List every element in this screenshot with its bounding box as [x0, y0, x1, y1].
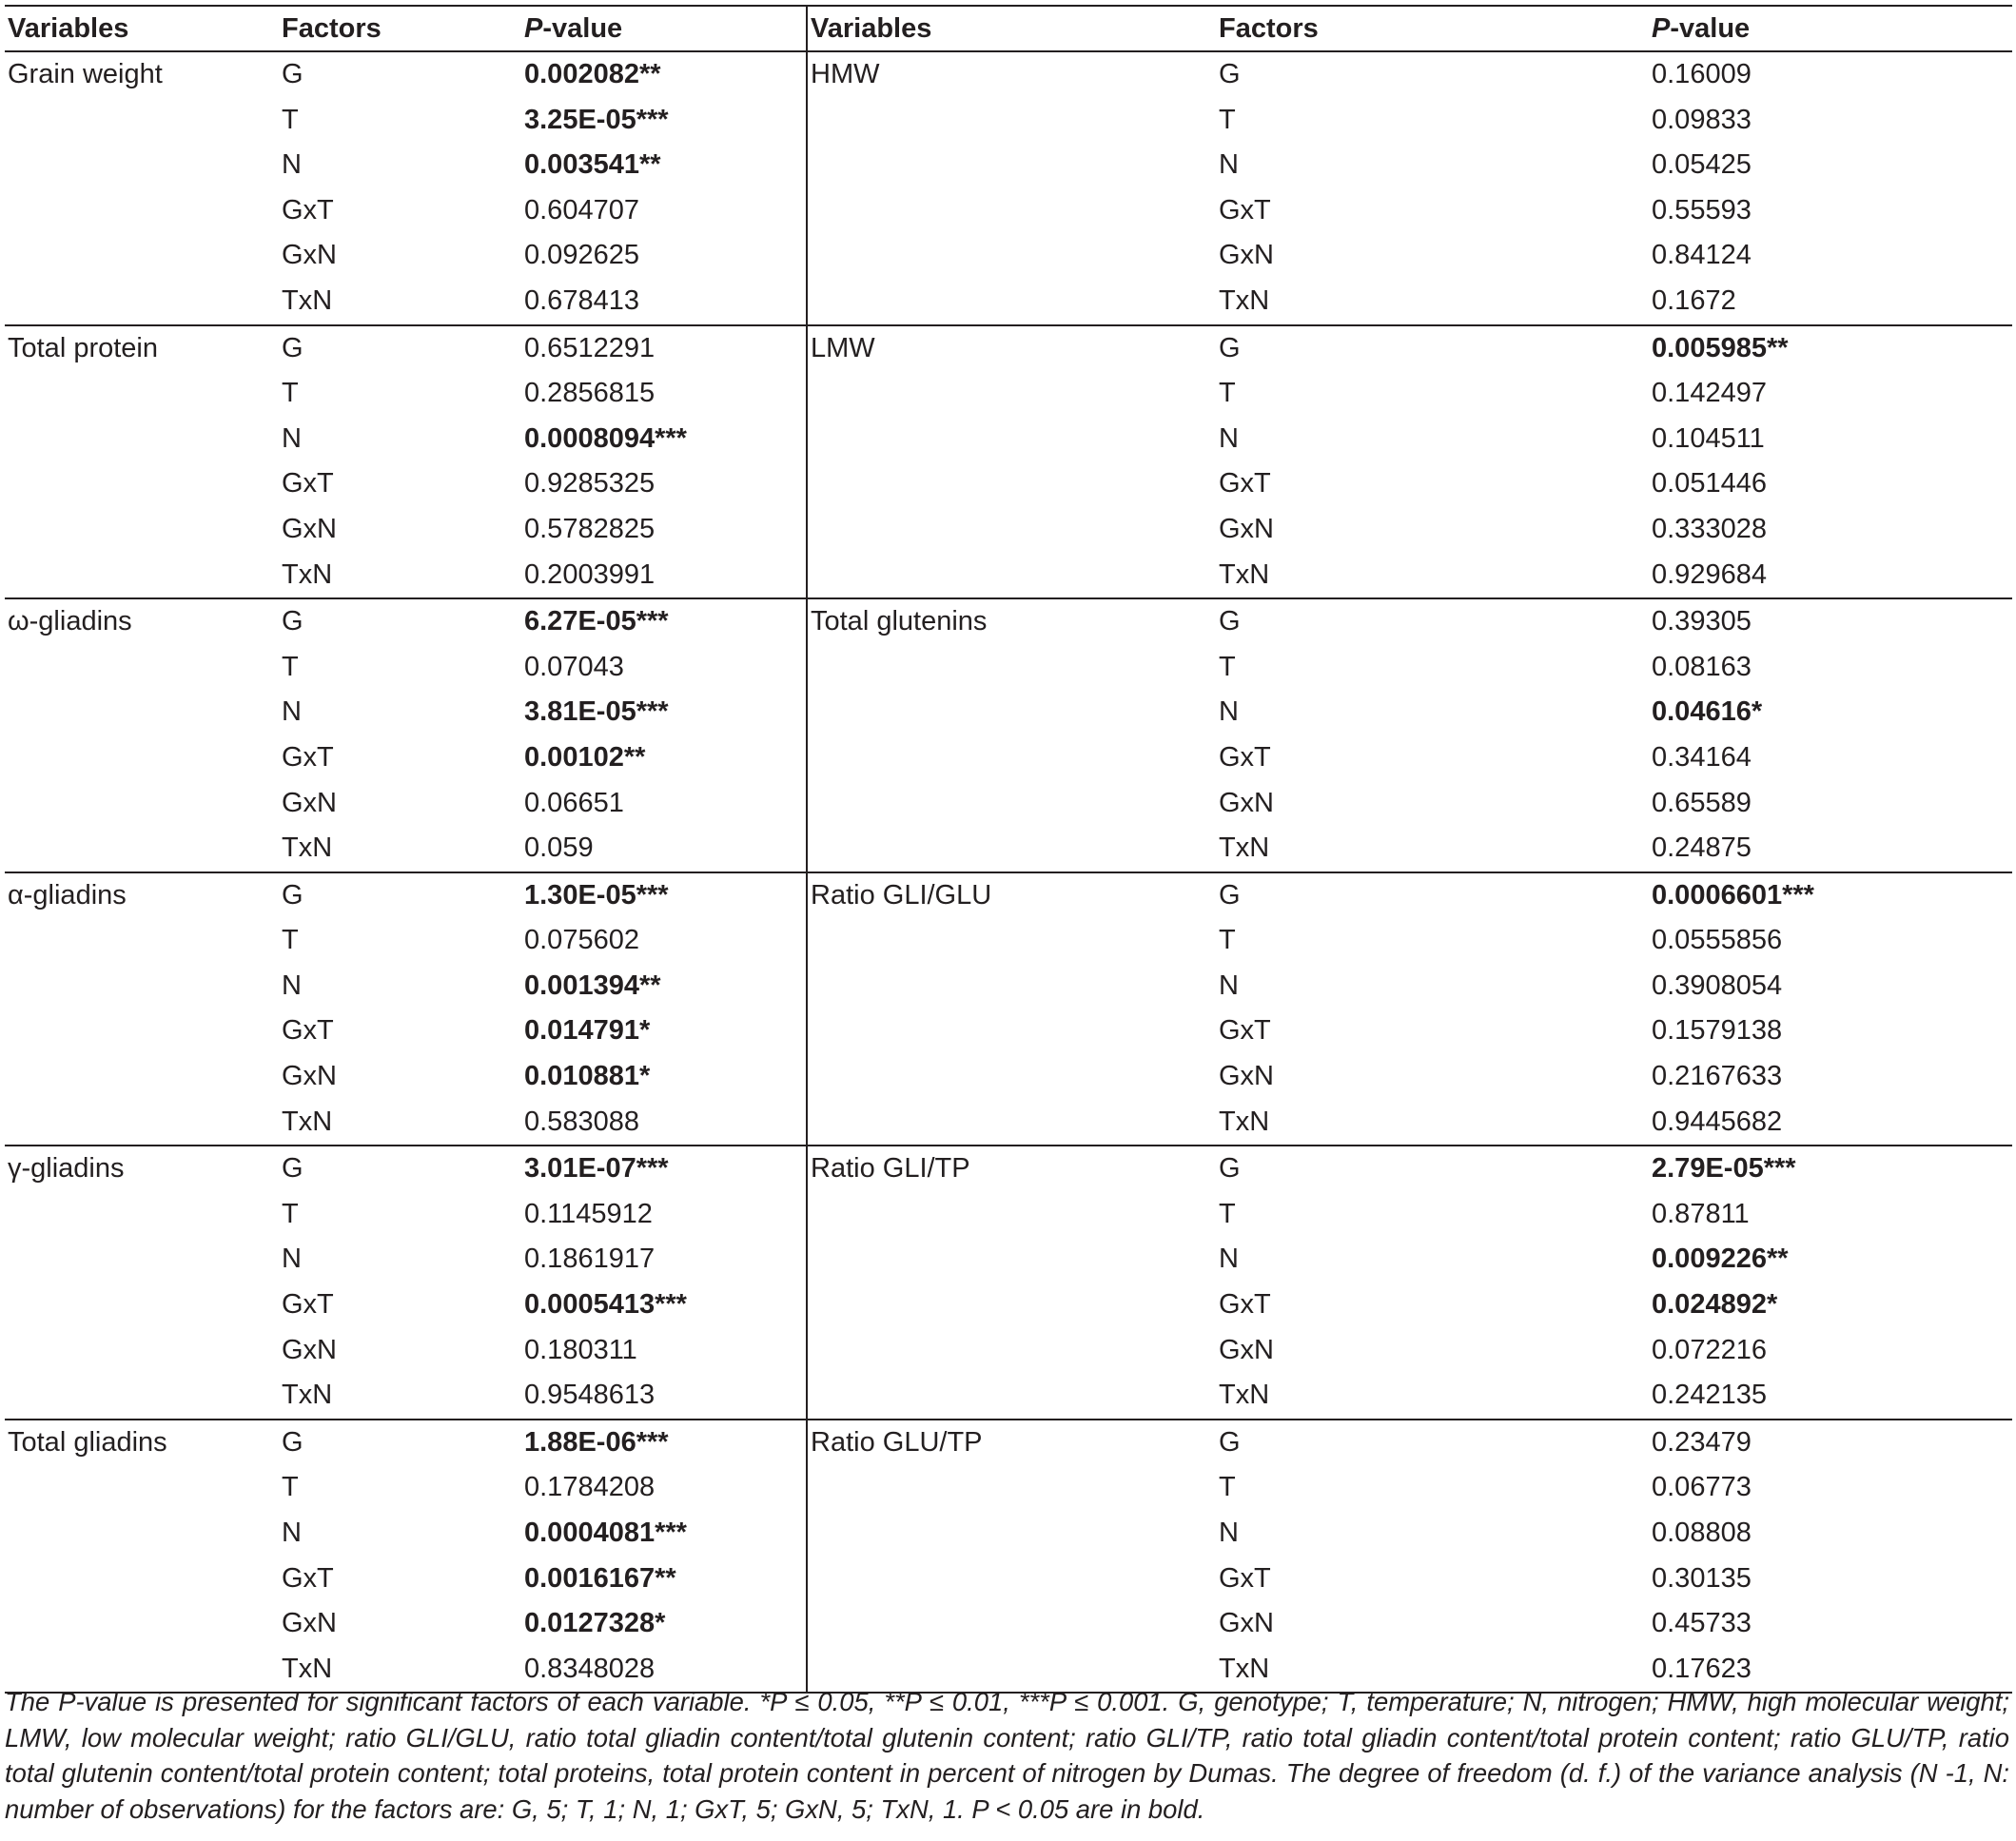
header-pvalue-right — [1649, 6, 2012, 51]
table-row — [5, 918, 2012, 964]
variable-name-right — [807, 98, 1216, 144]
variable-group — [5, 872, 2012, 1146]
factor-right: GxT — [1219, 194, 1271, 225]
table-row — [5, 1511, 2012, 1557]
variable-name-right: Ratio GLI/TP — [811, 1153, 970, 1185]
variable-name-left — [5, 98, 279, 144]
factor-right: G — [1219, 1426, 1241, 1458]
p-value-right: 0.04616* — [1652, 696, 1763, 728]
variable-group — [5, 51, 2012, 325]
p-value-right: 0.333028 — [1652, 513, 1767, 544]
factor-right: G — [1219, 606, 1241, 637]
factor-left: GxN — [282, 1608, 337, 1639]
p-value-left: 3.81E-05*** — [521, 690, 807, 735]
table-row — [5, 279, 2012, 325]
factor-right: TxN — [1219, 1380, 1270, 1411]
p-value-left: 0.0005413*** — [521, 1283, 807, 1328]
table-row — [5, 964, 2012, 1009]
table-row — [5, 1009, 2012, 1054]
table-row — [5, 143, 2012, 188]
table-row — [5, 417, 2012, 462]
factor-left: G — [282, 332, 303, 363]
variable-group — [5, 325, 2012, 599]
variable-name-left — [5, 735, 279, 781]
p-value-left: 0.2003991 — [521, 553, 807, 599]
variable-name-left — [5, 233, 279, 279]
variable-name-right — [807, 735, 1216, 781]
variable-name-right — [807, 645, 1216, 691]
variable-name-left — [5, 1601, 279, 1647]
table-row — [5, 1283, 2012, 1328]
p-value-left: 0.678413 — [521, 279, 807, 325]
header-pvalue-right-italic: P — [1652, 13, 1671, 44]
header-factors-right: Factors — [1219, 13, 1319, 44]
factor-left: TxN — [282, 284, 333, 316]
p-value-right: 0.06773 — [1652, 1472, 1752, 1503]
factor-left: N — [282, 969, 302, 1001]
variable-name-left — [5, 781, 279, 827]
p-value-right: 0.0555856 — [1652, 925, 1783, 956]
factor-left: T — [282, 1198, 299, 1229]
variable-name-left — [5, 1054, 279, 1100]
p-value-left: 0.092625 — [521, 233, 807, 279]
variable-name-left: Grain weight — [8, 59, 163, 89]
p-value-left: 0.014791* — [521, 1009, 807, 1054]
variable-name-left — [5, 1009, 279, 1054]
variable-name-left: Total gliadins — [8, 1426, 167, 1458]
p-value-right: 0.05425 — [1652, 149, 1752, 181]
variable-name-right: Ratio GLU/TP — [811, 1426, 983, 1458]
factor-right: N — [1219, 1244, 1239, 1275]
table-row — [5, 461, 2012, 507]
factor-left: TxN — [282, 1653, 333, 1684]
factor-right: T — [1219, 104, 1236, 135]
header-pvalue-right-rest: -value — [1670, 13, 1751, 44]
factor-right: GxT — [1219, 1289, 1271, 1321]
table-row — [5, 826, 2012, 872]
p-value-right: 0.009226** — [1652, 1244, 1789, 1275]
factor-right: GxN — [1219, 1608, 1274, 1639]
variable-name-right: Ratio GLI/GLU — [811, 879, 992, 911]
header-factors-left: Factors — [282, 13, 382, 44]
variable-name-right — [807, 1283, 1216, 1328]
p-value-left: 0.001394** — [521, 964, 807, 1009]
p-value-right: 0.3908054 — [1652, 969, 1783, 1001]
table-row — [5, 735, 2012, 781]
p-value-left: 0.06651 — [521, 781, 807, 827]
factor-left: GxN — [282, 1061, 337, 1092]
p-value-left: 3.25E-05*** — [521, 98, 807, 144]
factor-left: G — [282, 1426, 303, 1458]
factor-left: G — [282, 1153, 303, 1185]
variable-name-right — [807, 690, 1216, 735]
table-row — [5, 1465, 2012, 1511]
variable-name-right — [807, 781, 1216, 827]
variable-name-right — [807, 1237, 1216, 1283]
variable-name-right — [807, 964, 1216, 1009]
factor-left: N — [282, 1518, 302, 1548]
variable-name-left: ω-gliadins — [8, 606, 132, 637]
factor-right: G — [1219, 59, 1241, 89]
table-row — [5, 598, 2012, 645]
variable-name-right — [807, 188, 1216, 234]
p-value-right: 2.79E-05*** — [1652, 1153, 1796, 1185]
p-value-right: 0.005985** — [1652, 332, 1789, 363]
factor-right: N — [1219, 422, 1239, 454]
variable-group — [5, 598, 2012, 872]
factor-left: GxT — [282, 741, 334, 773]
p-value-left: 0.075602 — [521, 918, 807, 964]
table-row — [5, 1054, 2012, 1100]
variable-name-left — [5, 826, 279, 872]
p-value-left: 0.2856815 — [521, 371, 807, 417]
factor-left: T — [282, 104, 299, 135]
variable-name-right — [807, 371, 1216, 417]
factor-right: GxN — [1219, 1061, 1274, 1092]
table-row — [5, 1100, 2012, 1146]
p-value-left: 0.9285325 — [521, 461, 807, 507]
variable-name-right — [807, 918, 1216, 964]
header-variables-right: Variables — [811, 13, 932, 44]
variable-name-left — [5, 1100, 279, 1146]
variable-name-right — [807, 1009, 1216, 1054]
factor-right: GxN — [1219, 1334, 1274, 1365]
p-value-left: 6.27E-05*** — [521, 598, 807, 645]
factor-right: N — [1219, 149, 1239, 181]
variable-group — [5, 1420, 2012, 1694]
p-value-left: 0.059 — [521, 826, 807, 872]
p-value-right: 0.142497 — [1652, 378, 1767, 409]
variable-name-left — [5, 553, 279, 599]
p-value-right: 0.55593 — [1652, 194, 1752, 225]
variable-name-left: γ-gliadins — [8, 1153, 125, 1185]
table-footnote: The P-value is presented for significant factors of each variable. *P ≤ 0.05, **P ≤ 0.01, ***P ≤ 0.001. G, genotype; T, temperature; N, nitrogen; HMW, high molecular weight; LMW, low molecular weight; ratio GLI/GLU, ratio total gliadin content/total glutenin content; ratio GLI/TP, ratio total gliadin content/total protein content; ratio GLU/TP, ratio total glutenin content/total protein content; total proteins, total protein content in percent of nitrogen by Dumas. The degree of freedom (d. f.) of the variance analysis (N -1, N: number of observations) for the factors are: G, 5; T, 1; N, 1; GxT, 5; GxN, 5; TxN, 1. P < 0.05 are in bold. — [5, 1687, 2009, 1824]
factor-right: TxN — [1219, 558, 1270, 590]
table-row — [5, 1601, 2012, 1647]
p-value-left: 0.9548613 — [521, 1373, 807, 1420]
p-value-right: 0.23479 — [1652, 1426, 1752, 1458]
variable-name-left — [5, 690, 279, 735]
factor-right: GxN — [1219, 240, 1274, 271]
table-row — [5, 233, 2012, 279]
variable-name-left — [5, 1511, 279, 1557]
p-value-left: 0.583088 — [521, 1100, 807, 1146]
factor-left: GxT — [282, 194, 334, 225]
factor-left: G — [282, 59, 303, 89]
variable-name-right — [807, 553, 1216, 599]
table-row — [5, 1557, 2012, 1602]
p-value-left: 0.0004081*** — [521, 1511, 807, 1557]
factor-left: GxN — [282, 513, 337, 544]
p-value-right: 0.16009 — [1652, 59, 1752, 89]
factor-right: T — [1219, 1198, 1236, 1229]
factor-left: N — [282, 1244, 302, 1275]
p-value-right: 0.09833 — [1652, 104, 1752, 135]
variable-name-right — [807, 143, 1216, 188]
variable-name-right — [807, 1373, 1216, 1420]
p-value-left: 0.8348028 — [521, 1647, 807, 1694]
p-value-left: 0.0008094*** — [521, 417, 807, 462]
p-value-left: 0.180311 — [521, 1328, 807, 1374]
variable-name-left — [5, 1237, 279, 1283]
p-value-right: 0.024892* — [1652, 1289, 1778, 1321]
variable-name-left — [5, 1328, 279, 1374]
p-value-left: 0.604707 — [521, 188, 807, 234]
factor-left: TxN — [282, 832, 333, 864]
table-row — [5, 1420, 2012, 1466]
factor-left: GxT — [282, 1562, 334, 1594]
p-value-right: 0.45733 — [1652, 1608, 1752, 1639]
factor-left: GxN — [282, 1334, 337, 1365]
p-value-right: 0.9445682 — [1652, 1106, 1783, 1137]
factor-left: N — [282, 149, 302, 181]
factor-left: G — [282, 879, 303, 911]
factor-right: GxT — [1219, 1015, 1271, 1047]
factor-left: T — [282, 378, 299, 409]
factor-left: T — [282, 1472, 299, 1503]
p-value-right: 0.34164 — [1652, 741, 1752, 773]
factor-left: GxT — [282, 1015, 334, 1047]
factor-right: G — [1219, 879, 1241, 911]
p-value-left: 0.1145912 — [521, 1192, 807, 1238]
variable-name-left — [5, 1283, 279, 1328]
p-value-right: 0.0006601*** — [1652, 879, 1814, 911]
p-value-right: 0.08808 — [1652, 1518, 1752, 1548]
variable-name-right — [807, 279, 1216, 325]
table-row — [5, 371, 2012, 417]
variable-name-left — [5, 188, 279, 234]
table-row — [5, 325, 2012, 372]
variable-name-right: LMW — [811, 332, 875, 363]
variable-name-left — [5, 507, 279, 553]
factor-left: TxN — [282, 558, 333, 590]
p-value-left: 1.88E-06*** — [521, 1420, 807, 1466]
table-row — [5, 690, 2012, 735]
p-value-left: 0.0127328* — [521, 1601, 807, 1647]
variable-name-left — [5, 461, 279, 507]
header-variables-left: Variables — [8, 13, 129, 44]
factor-right: T — [1219, 1472, 1236, 1503]
factor-right: TxN — [1219, 1106, 1270, 1137]
p-value-right: 0.929684 — [1652, 558, 1767, 590]
p-value-left: 1.30E-05*** — [521, 872, 807, 919]
p-value-right: 0.30135 — [1652, 1562, 1752, 1594]
factor-right: TxN — [1219, 1653, 1270, 1684]
variable-name-right — [807, 1557, 1216, 1602]
p-value-right: 0.051446 — [1652, 468, 1767, 499]
table-row — [5, 781, 2012, 827]
p-value-left: 0.07043 — [521, 645, 807, 691]
factor-left: T — [282, 925, 299, 956]
variable-name-left — [5, 645, 279, 691]
p-value-right: 0.104511 — [1652, 422, 1765, 454]
variable-name-right — [807, 1511, 1216, 1557]
header-pvalue-left-italic: P — [524, 13, 543, 44]
variable-name-left — [5, 964, 279, 1009]
anova-table — [5, 5, 2012, 1694]
variable-group — [5, 1146, 2012, 1420]
table-row — [5, 1373, 2012, 1420]
factor-left: GxT — [282, 468, 334, 499]
factor-left: GxN — [282, 787, 337, 818]
factor-left: T — [282, 651, 299, 682]
table-row — [5, 1328, 2012, 1374]
factor-right: G — [1219, 1153, 1241, 1185]
p-value-right: 0.24875 — [1652, 832, 1752, 864]
p-value-left: 0.1784208 — [521, 1465, 807, 1511]
factor-left: TxN — [282, 1380, 333, 1411]
p-value-right: 0.84124 — [1652, 240, 1752, 271]
factor-right: GxN — [1219, 787, 1274, 818]
factor-left: TxN — [282, 1106, 333, 1137]
header-pvalue-left — [521, 6, 807, 51]
variable-name-left: α-gliadins — [8, 879, 127, 911]
table-row — [5, 553, 2012, 599]
factor-left: GxT — [282, 1289, 334, 1321]
p-value-left: 0.1861917 — [521, 1237, 807, 1283]
factor-left: N — [282, 696, 302, 728]
factor-left: N — [282, 422, 302, 454]
variable-name-right: HMW — [811, 59, 880, 89]
variable-name-left — [5, 1373, 279, 1420]
variable-name-right: Total glutenins — [811, 606, 988, 637]
p-value-left: 0.010881* — [521, 1054, 807, 1100]
p-value-right: 0.87811 — [1652, 1198, 1750, 1229]
p-value-left: 0.5782825 — [521, 507, 807, 553]
factor-right: N — [1219, 696, 1239, 728]
variable-name-right — [807, 461, 1216, 507]
p-value-right: 0.65589 — [1652, 787, 1752, 818]
variable-name-left — [5, 1465, 279, 1511]
variable-name-left — [5, 279, 279, 325]
table-row — [5, 1192, 2012, 1238]
factor-right: N — [1219, 1518, 1239, 1548]
factor-right: TxN — [1219, 832, 1270, 864]
factor-right: GxN — [1219, 513, 1274, 544]
variable-name-right — [807, 1054, 1216, 1100]
table-row — [5, 645, 2012, 691]
p-value-left: 0.00102** — [521, 735, 807, 781]
table-row — [5, 507, 2012, 553]
p-value-left: 0.0016167** — [521, 1557, 807, 1602]
variable-name-right — [807, 1328, 1216, 1374]
p-value-left: 3.01E-07*** — [521, 1146, 807, 1192]
table-row — [5, 98, 2012, 144]
factor-right: GxT — [1219, 468, 1271, 499]
p-value-left: 0.002082** — [521, 51, 807, 98]
variable-name-right — [807, 233, 1216, 279]
p-value-right: 0.242135 — [1652, 1380, 1767, 1411]
factor-right: N — [1219, 969, 1239, 1001]
factor-right: T — [1219, 925, 1236, 956]
variable-name-left — [5, 1192, 279, 1238]
p-value-right: 0.2167633 — [1652, 1061, 1783, 1092]
table-row — [5, 1237, 2012, 1283]
variable-name-right — [807, 1465, 1216, 1511]
variable-name-left — [5, 417, 279, 462]
p-value-right: 0.39305 — [1652, 606, 1752, 637]
variable-name-right — [807, 1100, 1216, 1146]
table-row — [5, 1146, 2012, 1192]
variable-name-left — [5, 143, 279, 188]
variable-name-right — [807, 1192, 1216, 1238]
p-value-right: 0.1579138 — [1652, 1015, 1783, 1047]
p-value-left: 0.003541** — [521, 143, 807, 188]
table-row — [5, 51, 2012, 98]
table-row — [5, 188, 2012, 234]
factor-right: GxT — [1219, 1562, 1271, 1594]
p-value-left: 0.6512291 — [521, 325, 807, 372]
variable-name-left — [5, 371, 279, 417]
factor-left: G — [282, 606, 303, 637]
p-value-right: 0.1672 — [1652, 284, 1736, 316]
variable-name-left: Total protein — [8, 332, 158, 363]
p-value-right: 0.072216 — [1652, 1334, 1767, 1365]
variable-name-right — [807, 507, 1216, 553]
factor-right: GxT — [1219, 741, 1271, 773]
factor-left: GxN — [282, 240, 337, 271]
factor-right: G — [1219, 332, 1241, 363]
table-row — [5, 872, 2012, 919]
table-header-row — [5, 6, 2012, 51]
header-pvalue-left-rest: -value — [542, 13, 623, 44]
factor-right: T — [1219, 651, 1236, 682]
p-value-right: 0.08163 — [1652, 651, 1752, 682]
factor-right: TxN — [1219, 284, 1270, 316]
p-value-right: 0.17623 — [1652, 1653, 1752, 1684]
variable-name-right — [807, 417, 1216, 462]
variable-name-right — [807, 1601, 1216, 1647]
variable-name-left — [5, 918, 279, 964]
variable-name-left — [5, 1557, 279, 1602]
variable-name-right — [807, 826, 1216, 872]
factor-right: T — [1219, 378, 1236, 409]
